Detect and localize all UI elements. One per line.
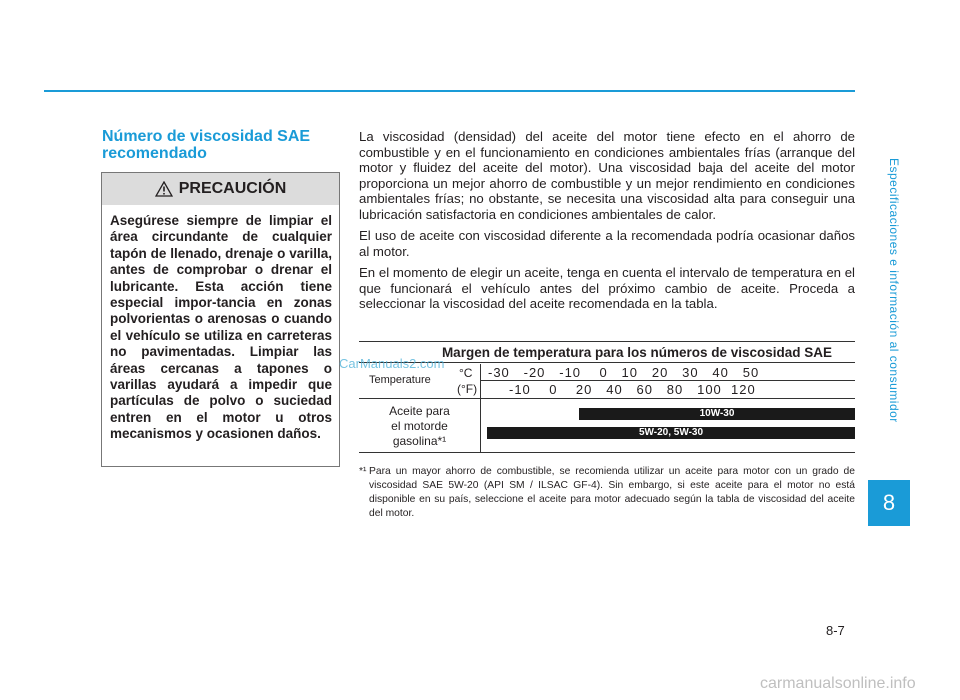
chapter-number-tab[interactable]: 8 [868, 480, 910, 526]
temperature-label: Temperature [369, 374, 431, 386]
paragraph: El uso de aceite con viscosidad diferente a la recomendada podría ocasionar daños al motor. [359, 228, 855, 259]
oil-type-label [359, 404, 480, 449]
celsius-scale: -30 -20 -10 0 10 20 30 40 50 [488, 365, 760, 380]
table-title: Margen de temperatura para los números de viscosidad SAE [359, 341, 855, 363]
table-divider [480, 380, 855, 381]
bottom-watermark: carmanualsonline.info [760, 675, 916, 692]
paragraph: En el momento de elegir un aceite, tenga en cuenta el intervalo de temperatura en el que funcionará el vehículo antes del próximo cambio de aceite. Proceda a seleccionar la viscosidad del aceite recomendada en la tabla. [359, 265, 855, 311]
fahrenheit-unit: (°F) [457, 382, 478, 396]
viscosity-bar-10w30: 10W-30 [579, 408, 855, 420]
footnote-text: Para un mayor ahorro de combustible, se recomienda utilizar un aceite para motor con un grado de viscosidad SAE 5W-20 (API SM / ILSAC GF-4). Sin embargo, si este aceite para el motor no está disponible en su país, seleccione el aceite para motor adecuado según la tabla de viscosidad del aceite del motor. [369, 466, 855, 519]
footnote-mark: *¹ [359, 466, 367, 477]
page-number: 8-7 [826, 623, 845, 638]
oil-label-line: Aceite para [389, 404, 450, 418]
table-divider [359, 398, 855, 399]
section-title: Número de viscosidad SAE recomendado [102, 128, 311, 162]
paragraph: La viscosidad (densidad) del aceite del motor tiene efecto en el ahorro de combustible y en el funcionamiento en condiciones ambientales frías (arranque del motor y fluidez del aceite del motor). Una viscosidad baja del aceite del motor proporciona un mejor ahorro de combustible y un mejor rendimiento en condiciones ambientales frías; no obstante, se necesita una viscosidad alta para conseguir una lubricación satisfactoria en condiciones ambientales de calor. [359, 129, 855, 222]
header-rule [44, 90, 855, 92]
celsius-unit: °C [459, 366, 473, 380]
caution-body: Asegúrese siempre de limpiar el área circundante de cualquier tapón de llenado, drenaje o varilla, antes de comprobar o drenar el lubricante. Esta acción tiene especial impor-tancia en zonas polvorientas o arenosas o cuando el vehículo se utiliza en carreteras no pavimentadas. Limpiar las áreas cercanas a tapones o varillas ayudará a impedir que partículas de polvo o suciedad entren en el motor u otros mecanismos y ocasionen daños. [110, 213, 332, 442]
fahrenheit-scale: -10 0 20 40 60 80 100 120 [509, 382, 756, 397]
watermark-text: CarManuals2.com [339, 356, 445, 371]
caution-box [101, 172, 340, 467]
table-divider [359, 452, 855, 453]
table-divider [480, 364, 481, 453]
caution-header [102, 173, 339, 205]
oil-label-line: gasolina*¹ [392, 434, 447, 448]
footnote [359, 465, 855, 521]
oil-label-line: el motorde [391, 419, 448, 433]
chapter-side-label: Especificaciones e información al consumidor [887, 157, 901, 423]
caution-heading: PRECAUCIÓN [178, 180, 287, 197]
body-text [359, 129, 855, 318]
warning-triangle-icon [155, 181, 173, 197]
viscosity-bar-5w20-5w30: 5W-20, 5W-30 [487, 427, 855, 439]
